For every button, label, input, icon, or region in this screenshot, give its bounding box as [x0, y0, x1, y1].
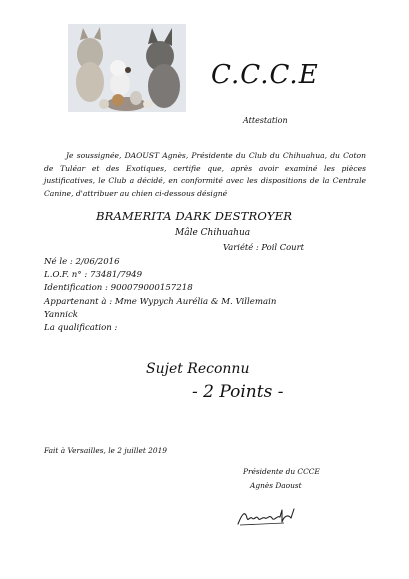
club-title: C.C.C.E [211, 60, 319, 90]
birth-date: Né le : 2/06/2016 [44, 257, 120, 267]
signer-name: Agnès Daoust [250, 481, 302, 490]
dog-sex-breed: Mâle Chihuahua [175, 228, 251, 238]
identification-number: Identification : 900079000157218 [44, 283, 193, 293]
dog-name: BRAMERITA DARK DESTROYER [96, 209, 293, 223]
place-and-date: Fait à Versailles, le 2 juillet 2019 [44, 446, 167, 455]
dogs-photo [68, 24, 186, 112]
qualification-label: La qualification : [44, 323, 118, 333]
intro-paragraph: Je soussignée, DAOUST Agnès, Présidente du Club du Chihuahua, du Coton de Tuléar et des Exotiques, certifie que, après avoir examiné les pièces justificatives, le Club a décidé, en conformité avec les dispositions de la Centrale Canine, d'attribuer au chien ci-dessous désigné [44, 151, 366, 198]
owner-line-2: Yannick [44, 310, 78, 320]
owner-line-1: Appartenant à : Mme Wypych Aurélia & M. Villemain [44, 297, 277, 307]
document-subtitle: Attestation [243, 116, 288, 125]
signer-title: Présidente du CCCE [243, 467, 320, 476]
handwritten-signature [236, 506, 298, 528]
qualification-status: Sujet Reconnu [146, 361, 250, 377]
lof-number: L.O.F. n° : 73481/7949 [44, 270, 143, 280]
qualification-points: - 2 Points - [192, 382, 284, 402]
dog-variety: Variété : Poil Court [223, 242, 304, 252]
